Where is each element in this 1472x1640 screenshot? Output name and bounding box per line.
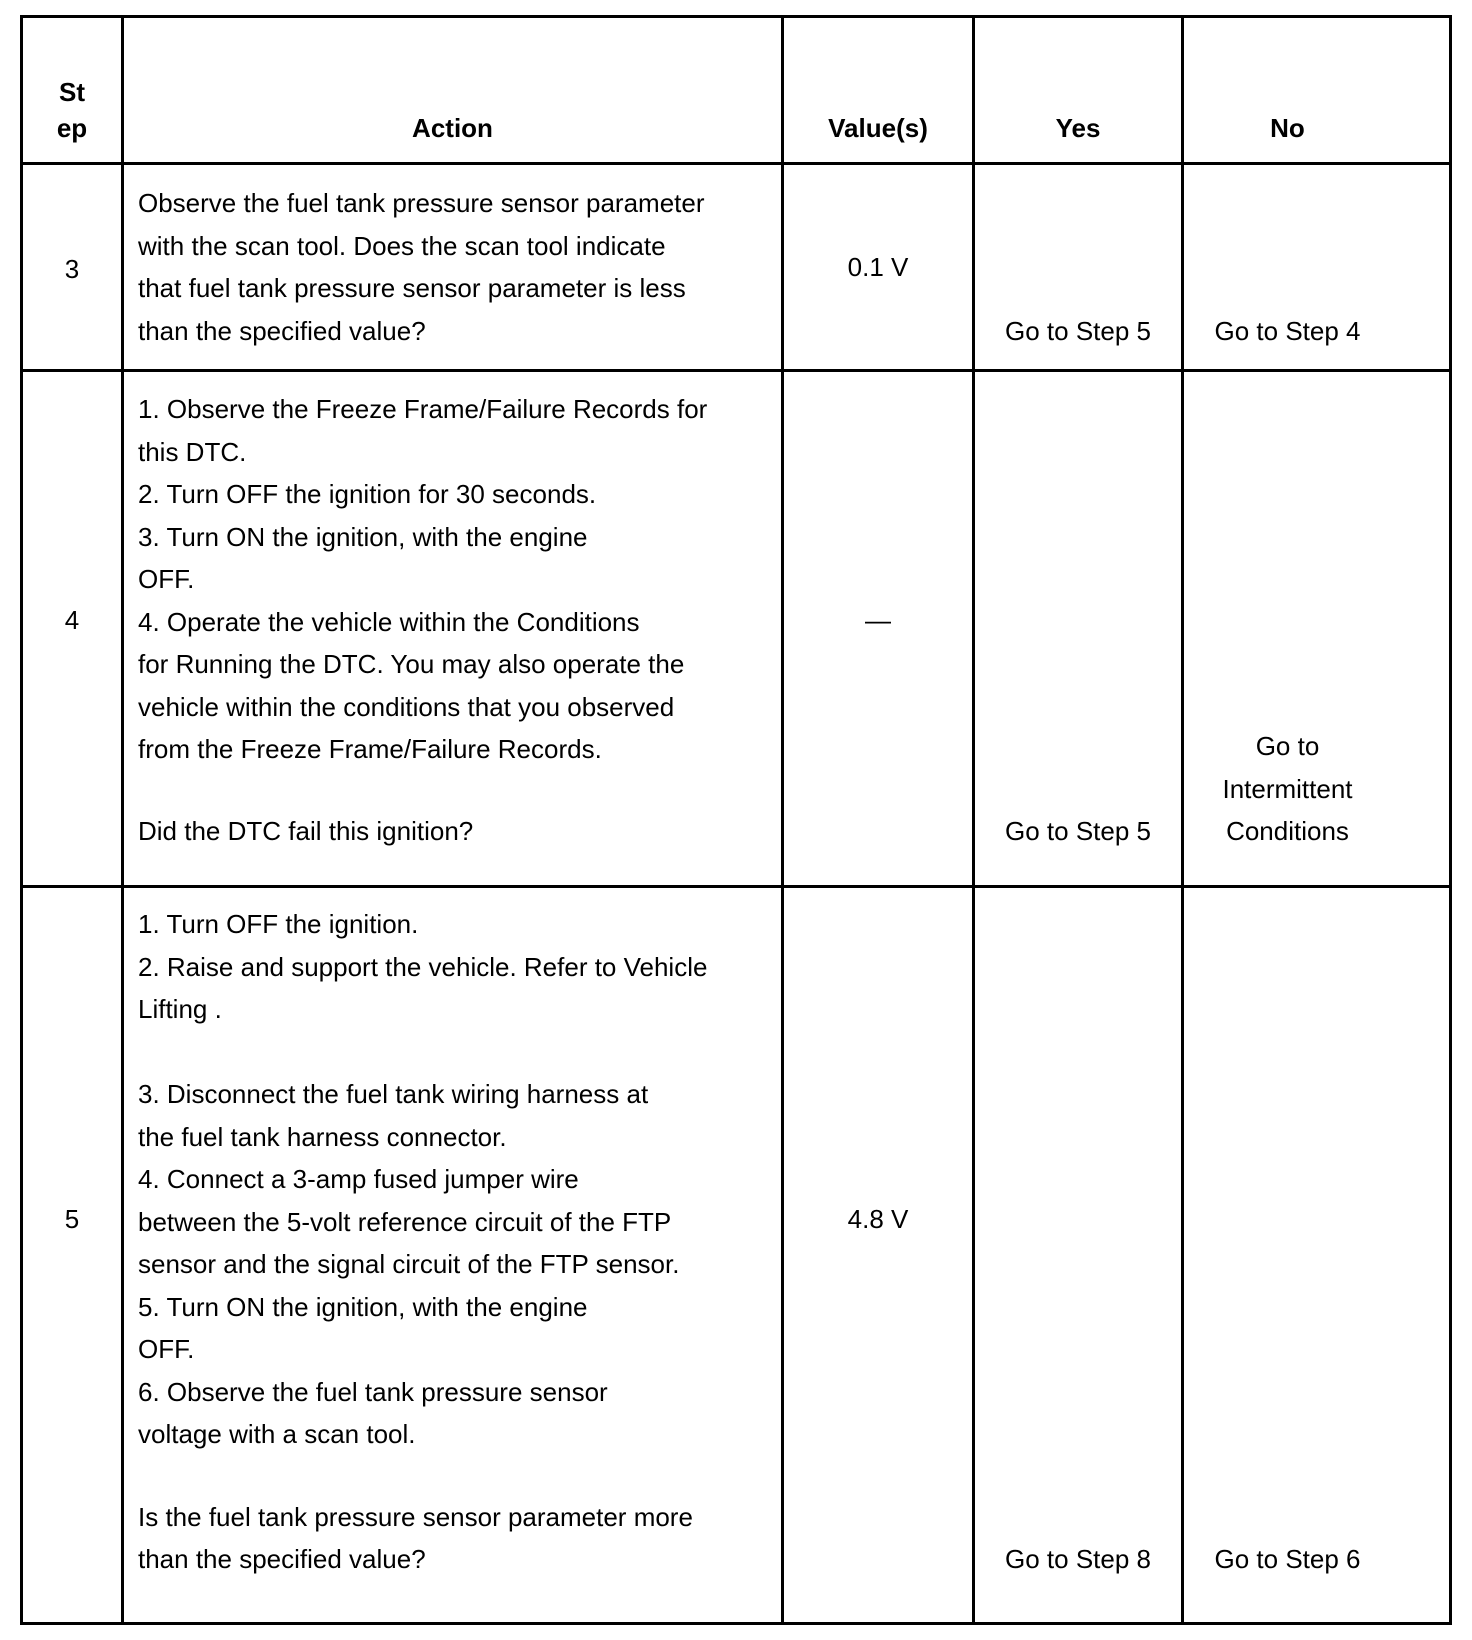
header-values: Value(s) bbox=[828, 113, 928, 143]
no-text-line: Go to bbox=[1255, 731, 1320, 761]
no-text-line: Intermittent bbox=[1222, 774, 1353, 804]
yes-text: Go to Step 5 bbox=[1005, 816, 1151, 846]
step-cell bbox=[23, 165, 121, 369]
action-line: 5. Turn ON the ignition, with the engine bbox=[138, 1292, 588, 1322]
column-divider bbox=[121, 18, 124, 1622]
table-row bbox=[23, 372, 1449, 888]
no-cell bbox=[1184, 165, 1449, 369]
yes-text: Go to Step 8 bbox=[1005, 1544, 1151, 1574]
action-line: 3. Disconnect the fuel tank wiring harness at bbox=[138, 1079, 649, 1109]
column-divider bbox=[781, 18, 784, 1622]
step-cell bbox=[23, 888, 121, 1622]
no-cell bbox=[1184, 372, 1449, 885]
value-text: — bbox=[865, 605, 891, 635]
diagnostic-table bbox=[20, 15, 1452, 1625]
header-action: Action bbox=[412, 113, 493, 143]
action-line: that fuel tank pressure sensor parameter is less bbox=[138, 273, 686, 303]
action-line: 2. Raise and support the vehicle. Refer to Vehicle bbox=[138, 952, 708, 982]
yes-cell bbox=[975, 372, 1181, 885]
action-line: voltage with a scan tool. bbox=[138, 1419, 416, 1449]
action-line: 1. Turn OFF the ignition. bbox=[138, 909, 419, 939]
value-text: 4.8 V bbox=[847, 1204, 909, 1234]
action-line: OFF. bbox=[138, 564, 195, 594]
action-line: 4. Operate the vehicle within the Conditions bbox=[138, 607, 640, 637]
action-line: 3. Turn ON the ignition, with the engine bbox=[138, 522, 588, 552]
value-cell bbox=[784, 888, 972, 1622]
action-line: between the 5-volt reference circuit of the FTP bbox=[138, 1207, 672, 1237]
no-text-line: Conditions bbox=[1226, 816, 1349, 846]
table-row bbox=[23, 165, 1449, 372]
header-yes: Yes bbox=[1055, 113, 1101, 143]
yes-cell bbox=[975, 888, 1181, 1622]
action-line: Lifting . bbox=[138, 994, 222, 1024]
header-step-cell bbox=[23, 18, 121, 162]
action-cell bbox=[124, 165, 781, 369]
action-line: for Running the DTC. You may also operate the bbox=[138, 649, 685, 679]
action-line: 4. Connect a 3-amp fused jumper wire bbox=[138, 1164, 579, 1194]
action-line: 6. Observe the fuel tank pressure sensor bbox=[138, 1377, 608, 1407]
header-step-line1: St bbox=[59, 77, 85, 107]
step-number: 4 bbox=[64, 605, 80, 635]
no-text: Go to Step 6 bbox=[1214, 1544, 1361, 1574]
no-cell bbox=[1184, 888, 1449, 1622]
action-line: sensor and the signal circuit of the FTP sensor. bbox=[138, 1249, 680, 1279]
action-cell bbox=[124, 372, 781, 885]
action-question: Is the fuel tank pressure sensor parameter more bbox=[138, 1502, 693, 1532]
column-divider bbox=[972, 18, 975, 1622]
value-cell bbox=[784, 372, 972, 885]
action-line: 1. Observe the Freeze Frame/Failure Records for bbox=[138, 394, 708, 424]
action-line: with the scan tool. Does the scan tool indicate bbox=[138, 231, 666, 261]
header-values-cell bbox=[784, 18, 972, 162]
value-cell bbox=[784, 165, 972, 369]
action-question: Did the DTC fail this ignition? bbox=[138, 816, 474, 846]
yes-cell bbox=[975, 165, 1181, 369]
header-no-cell bbox=[1184, 18, 1449, 162]
action-line: this DTC. bbox=[138, 437, 247, 467]
header-action-cell bbox=[124, 18, 781, 162]
action-line: 2. Turn OFF the ignition for 30 seconds. bbox=[138, 479, 597, 509]
action-line: the fuel tank harness connector. bbox=[138, 1122, 507, 1152]
step-cell bbox=[23, 372, 121, 885]
action-question: than the specified value? bbox=[138, 1544, 426, 1574]
table-row bbox=[23, 888, 1449, 1622]
table-header-row bbox=[23, 18, 1449, 165]
step-number: 5 bbox=[64, 1204, 80, 1234]
header-no: No bbox=[1270, 113, 1305, 143]
action-cell bbox=[124, 888, 781, 1622]
action-line: OFF. bbox=[138, 1334, 195, 1364]
action-line: than the specified value? bbox=[138, 316, 426, 346]
value-text: 0.1 V bbox=[847, 252, 909, 282]
header-step-line2: ep bbox=[56, 113, 88, 143]
no-text: Go to Step 4 bbox=[1214, 316, 1361, 346]
action-line: vehicle within the conditions that you observed bbox=[138, 692, 675, 722]
header-yes-cell bbox=[975, 18, 1181, 162]
action-line: Observe the fuel tank pressure sensor parameter bbox=[138, 188, 705, 218]
yes-text: Go to Step 5 bbox=[1005, 316, 1151, 346]
column-divider bbox=[1181, 18, 1184, 1622]
step-number: 3 bbox=[64, 254, 80, 284]
action-line: from the Freeze Frame/Failure Records. bbox=[138, 734, 602, 764]
